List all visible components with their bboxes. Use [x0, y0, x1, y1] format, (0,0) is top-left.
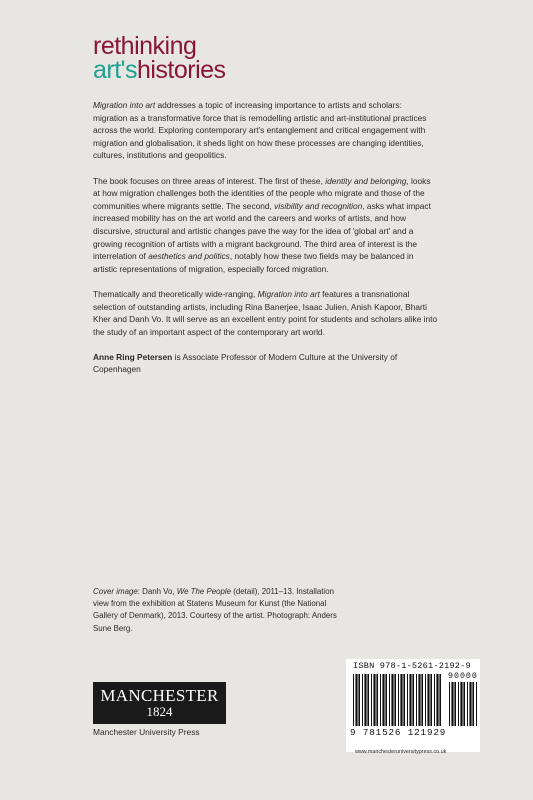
publisher-logo-year: 1824	[146, 704, 173, 719]
barcode-bar	[451, 682, 453, 726]
cover-credit	[93, 586, 338, 635]
barcode-bar	[380, 674, 381, 726]
barcode-bar	[418, 674, 420, 726]
blurb-text-run: Migration into art	[257, 288, 320, 299]
cover-credit-work: We The People	[176, 587, 232, 596]
ean-number: 9 781526 121929	[350, 727, 447, 738]
blurb-text-run: The book focuses on three areas of interest. The first of these,	[93, 175, 326, 186]
blurb-text-run: aesthetics and politics	[148, 251, 230, 262]
barcode-bar	[454, 682, 456, 726]
publisher-logo	[93, 682, 226, 724]
barcode-bar	[449, 682, 450, 726]
barcode-bar	[385, 674, 387, 726]
barcode-bar	[460, 682, 462, 726]
barcode-bar	[371, 674, 372, 726]
barcode-bar	[382, 674, 384, 726]
blurb-text-run: identity and belonging	[325, 175, 407, 186]
addon-barcode	[449, 682, 479, 726]
ean-barcode	[353, 674, 445, 726]
blurb-paragraph-1	[93, 99, 438, 162]
barcode-bar	[403, 674, 405, 726]
barcode-bar	[389, 674, 390, 726]
author-bio-text: is Associate Professor of Modern Culture at the University of Copenhagen	[93, 351, 398, 375]
barcode-bar	[407, 674, 408, 726]
publisher-logo-word: MANCHESTER	[100, 686, 219, 705]
blurb-text-run: features a transnational selection of outstanding artists, including Rina Banerjee, Isaac Julien, Anish Kapoor, Bharti Kher and Danh Vo. It will serve as an excellent entry point for students and scholars alike into the study of an important aspect of the contemporary art world.	[93, 288, 438, 337]
barcode-bar	[367, 674, 369, 726]
barcode-bar	[353, 674, 354, 726]
barcode-bar	[355, 674, 357, 726]
barcode-bar	[376, 674, 378, 726]
cover-credit-label: Cover image	[93, 587, 138, 596]
barcode-bar	[412, 674, 414, 726]
barcode-bar	[467, 682, 468, 726]
author-name: Anne Ring Petersen	[93, 351, 173, 362]
blurb-text-run: Migration into art	[93, 100, 156, 110]
cover-credit-text-2: (detail), 2011–13. Installation view from the exhibition at Statens Museum for Kunst (the National Gallery of Denmark), 2013. Courtesy of the artist. Photograph: Anders Sune Berg.	[93, 587, 337, 633]
blurb-paragraph-3	[93, 288, 438, 338]
barcode-bar	[358, 674, 360, 726]
barcode-bar	[476, 682, 477, 726]
barcode-bar	[469, 682, 471, 726]
barcode-bar	[364, 674, 366, 726]
barcode-bar	[398, 674, 399, 726]
barcode-bar	[416, 674, 417, 726]
barcode-bar	[362, 674, 363, 726]
series-logo-histories: histories	[136, 56, 226, 84]
barcode-bar	[421, 674, 423, 726]
series-logo-line1: rethinking	[93, 32, 197, 60]
barcode-bar	[394, 674, 396, 726]
series-logo-arts: art's	[93, 56, 137, 84]
blurb-paragraph-2	[93, 175, 438, 276]
blurb-text-run: visibility and recognition	[274, 200, 363, 211]
addon-number: 90000	[448, 672, 478, 681]
blurb	[93, 99, 438, 389]
barcode-bar	[436, 674, 438, 726]
cover-credit-text-1: : Danh Vo,	[137, 587, 177, 596]
barcode-bar	[472, 682, 474, 726]
barcode-bar	[373, 674, 375, 726]
barcode-bar	[458, 682, 459, 726]
barcode-bar	[439, 674, 441, 726]
barcode-bar	[434, 674, 435, 726]
barcode-bar	[463, 682, 465, 726]
blurb-text-run: , looks at how migration challenges both the identities of the people who migrate and those of the communities where migrants settle. The second,	[93, 175, 431, 211]
barcode-bar	[391, 674, 393, 726]
barcode-bar	[427, 674, 429, 726]
publisher-name: Manchester University Press	[93, 727, 200, 737]
series-logo	[93, 34, 226, 82]
isbn-text: ISBN 978-1-5261-2192-9	[353, 661, 471, 671]
barcode-bar	[425, 674, 426, 726]
publisher-url: www.manchesteruniversitypress.co.uk	[355, 749, 447, 755]
barcode-bar	[430, 674, 432, 726]
author-bio	[93, 351, 438, 376]
barcode-bar	[409, 674, 411, 726]
blurb-text-run: , asks what impact increased mobility has on the art world and the careers and works of artists, and how discursive, structural and artistic changes pave the way for the idea of 'global art' and a growing recognition of artists with a migrant background. The third area of interest is the interrelation of	[93, 200, 431, 262]
barcode-bar	[400, 674, 402, 726]
blurb-text-run: Thematically and theoretically wide-ranging,	[93, 288, 258, 299]
blurb-text-run: addresses a topic of increasing importance to artists and scholars: migration as a transformative force that is remodelling artistic and art-institutional practices across the world. Exploring contemporary art's entanglement and critical engagement with migration and globalisation, it sheds light on how these processes are changing identities, cultures, institutions and geopolitics.	[93, 100, 427, 161]
blurb-text-run: , notably how these two fields may be balanced in artistic representations of migration, especially forced migration.	[93, 251, 414, 274]
